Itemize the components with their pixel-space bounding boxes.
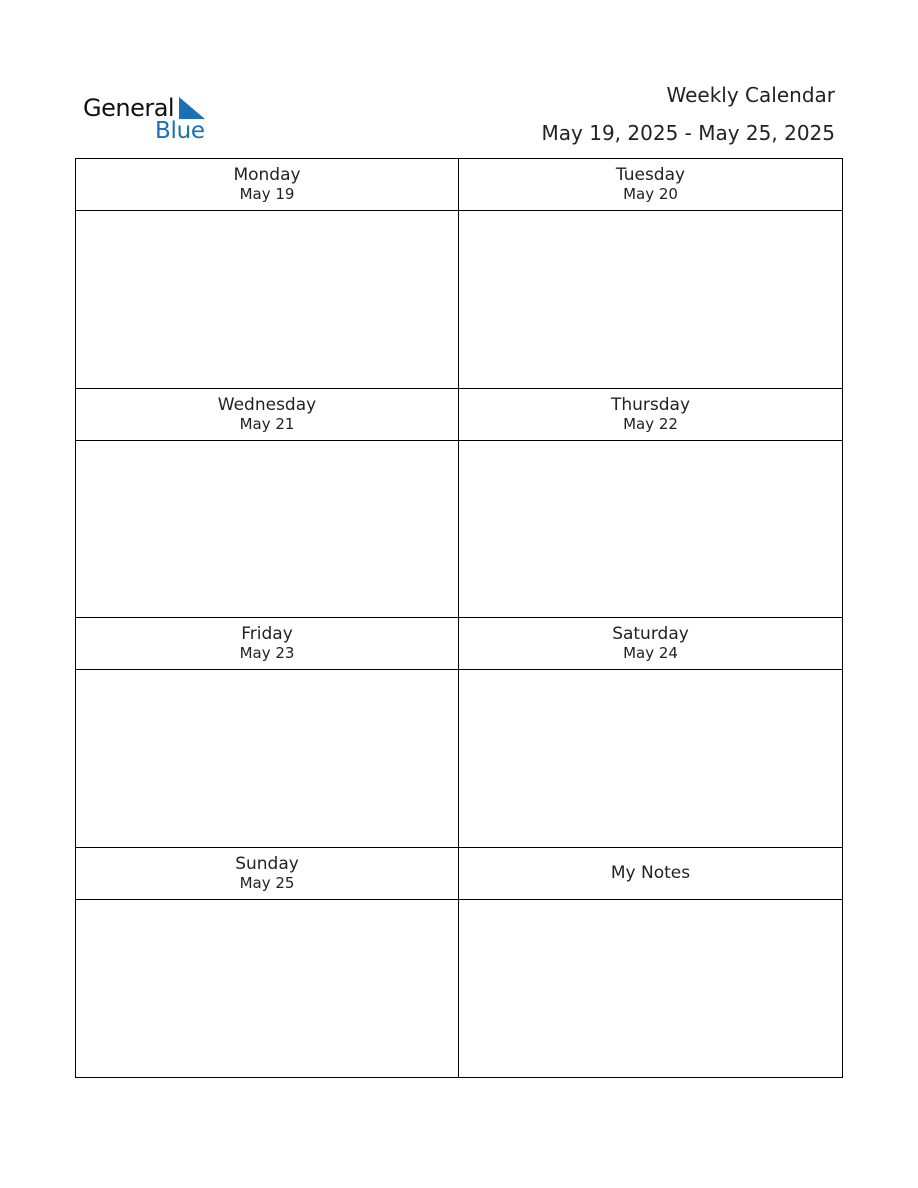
day-date: May 21 xyxy=(239,414,295,433)
day-name: Monday xyxy=(233,165,301,185)
day-name: Tuesday xyxy=(615,165,686,185)
day-cell-wednesday xyxy=(76,389,459,619)
logo-triangle-icon xyxy=(179,97,205,119)
general-blue-logo xyxy=(83,92,213,144)
day-name: Wednesday xyxy=(217,394,317,415)
day-cell-friday xyxy=(76,618,459,848)
day-header xyxy=(459,618,842,670)
date-range: May 19, 2025 - May 25, 2025 xyxy=(541,121,835,145)
day-header xyxy=(76,389,458,441)
day-header xyxy=(76,848,458,900)
notes-writing-area[interactable] xyxy=(459,900,842,1078)
day-writing-area[interactable] xyxy=(459,211,842,388)
day-header xyxy=(459,389,842,441)
day-writing-area[interactable] xyxy=(76,670,458,847)
day-cell-tuesday xyxy=(459,159,842,389)
day-writing-area[interactable] xyxy=(459,670,842,847)
day-name: Saturday xyxy=(612,624,689,644)
weekly-calendar-grid xyxy=(75,158,843,1078)
day-date: May 19 xyxy=(239,185,295,203)
day-date: May 20 xyxy=(623,185,678,203)
day-cell-sunday xyxy=(76,848,459,1078)
notes-cell xyxy=(459,848,842,1078)
day-cell-saturday xyxy=(459,618,842,848)
notes-header xyxy=(459,848,842,900)
logo-word-blue: Blue xyxy=(155,118,205,144)
day-date: May 23 xyxy=(239,644,295,662)
day-writing-area[interactable] xyxy=(76,211,458,388)
day-date: May 24 xyxy=(623,644,678,662)
day-writing-area[interactable] xyxy=(76,900,458,1078)
day-date: May 22 xyxy=(623,414,678,433)
day-cell-monday xyxy=(76,159,459,389)
day-header xyxy=(459,159,842,211)
day-cell-thursday xyxy=(459,389,842,619)
page-title: Weekly Calendar xyxy=(666,83,835,107)
day-writing-area[interactable] xyxy=(459,441,842,618)
day-header xyxy=(76,159,458,211)
day-header xyxy=(76,618,458,670)
notes-title: My Notes xyxy=(610,863,691,883)
day-name: Thursday xyxy=(610,394,691,415)
day-writing-area[interactable] xyxy=(76,441,458,618)
logo-word-general: General xyxy=(83,94,175,122)
day-name: Sunday xyxy=(235,853,299,874)
day-date: May 25 xyxy=(239,873,295,892)
day-name: Friday xyxy=(241,624,293,644)
